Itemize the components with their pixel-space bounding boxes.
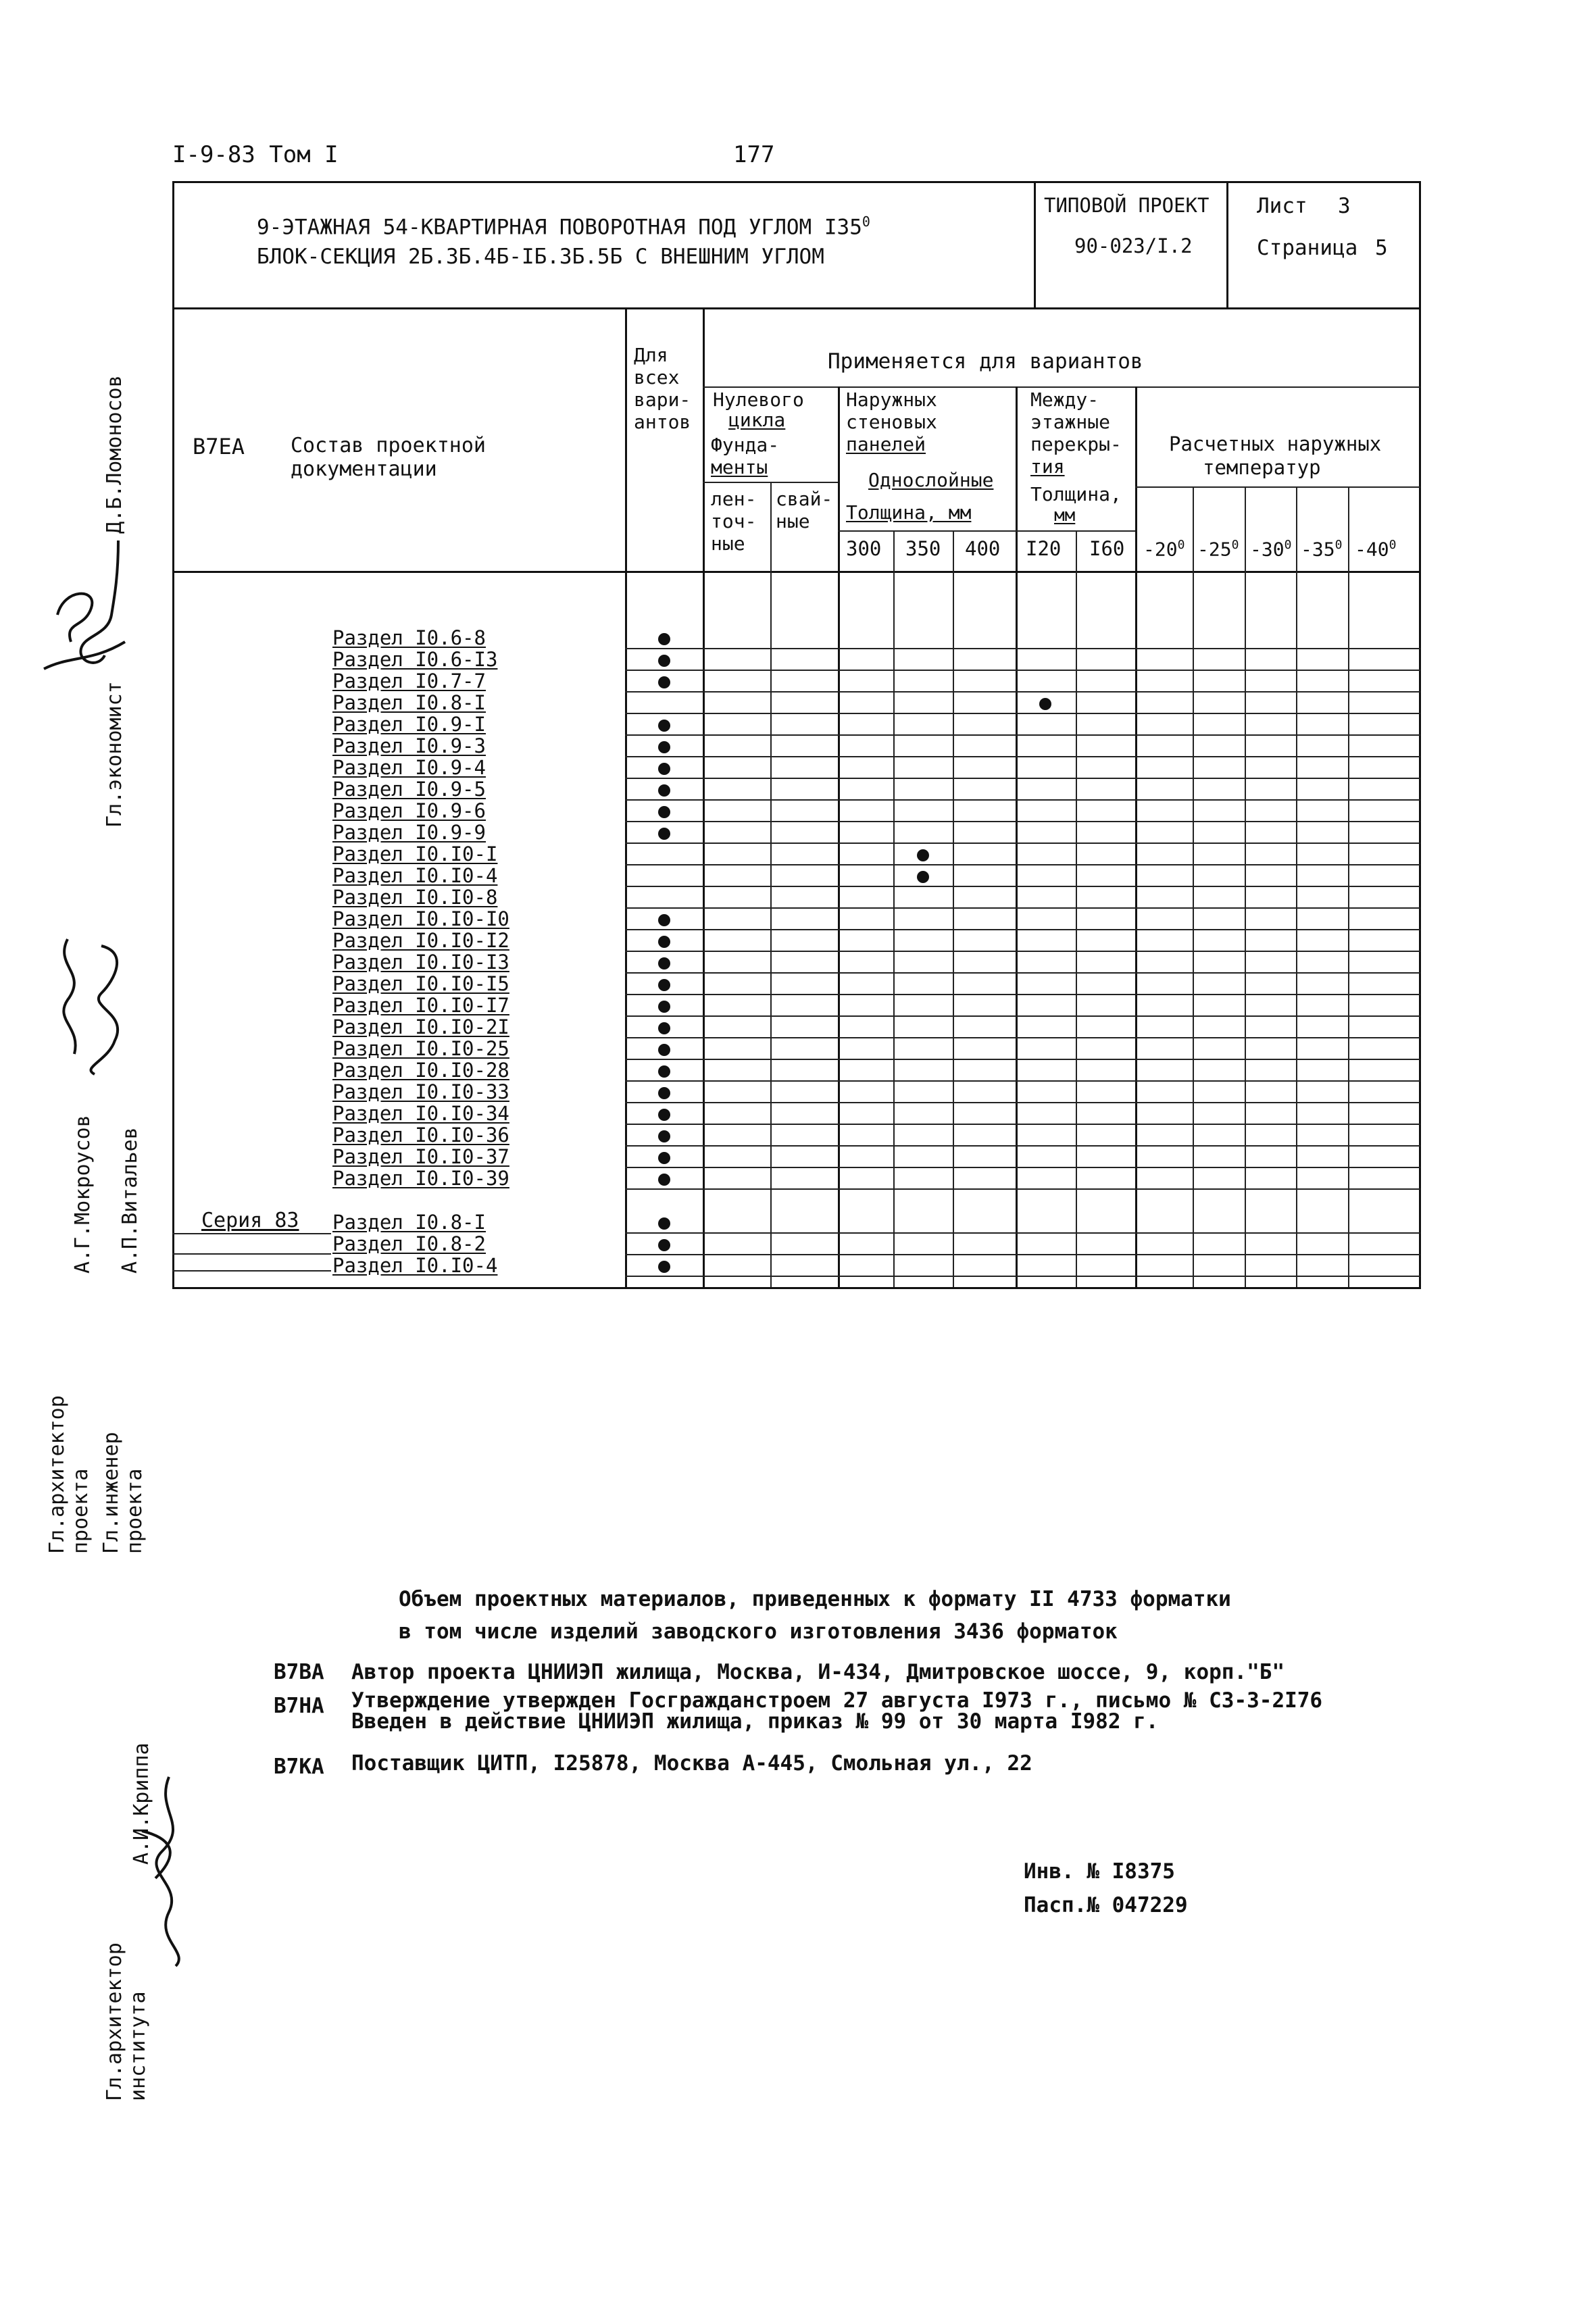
economist-name: Д.Б.Ломоносов (103, 375, 126, 534)
row-divider (625, 756, 1420, 757)
row-divider (625, 842, 1420, 844)
row-divider (625, 1232, 1420, 1234)
sheet-label: Лист (1257, 194, 1307, 218)
temp-40: $-40^0$ (1355, 538, 1397, 561)
strip-1: лен- (711, 488, 757, 510)
doc-title-2: документации (291, 457, 437, 481)
row-label: Раздел I0.8-I (332, 691, 486, 714)
economist-title: Гл.экономист (103, 681, 126, 828)
applicability-dot (917, 849, 929, 861)
page-number: 177 (733, 141, 775, 168)
page-label: Страница (1257, 236, 1358, 260)
signature-kripp (128, 1770, 203, 1973)
t350: 350 (905, 537, 941, 560)
passport-number: Пасп.№ 047229 (1024, 1893, 1188, 1917)
signature-mokrousov (41, 926, 149, 1081)
all-variants-3: вари- (634, 388, 691, 411)
row-divider (625, 821, 1420, 822)
row-divider (625, 799, 1420, 801)
row-label: Раздел I0.I0-25 (332, 1037, 509, 1060)
row-divider (625, 1015, 1420, 1017)
row-label: Раздел I0.I0-37 (332, 1145, 509, 1168)
temp-25: $-25^0$ (1197, 538, 1239, 561)
outer-panels-1: Наружных (846, 388, 937, 411)
applicability-dot (658, 655, 670, 667)
applied-for: Применяется для вариантов (828, 349, 1143, 374)
volume-line-1: Объем проектных материалов, приведенных к формату II 4733 форматки (399, 1587, 1231, 1611)
row-divider (625, 1102, 1420, 1103)
all-variants-4: антов (634, 411, 691, 433)
t120: I20 (1026, 537, 1062, 560)
series-label: Серия 83 (201, 1209, 299, 1232)
applicability-dot (658, 1065, 670, 1078)
applicability-dot (658, 828, 670, 840)
vitaliev: А.П.Витальев (118, 1127, 142, 1274)
b7na-text-1: Утверждение утвержден Госгражданстроем 27 августа I973 г., письмо № СЗ-3-2I76 (351, 1688, 1323, 1713)
t160: I60 (1089, 537, 1125, 560)
applicability-dot (658, 720, 670, 732)
row-divider (625, 972, 1420, 974)
b7na-code: В7НА (274, 1694, 324, 1718)
b7va-code: В7ВА (274, 1660, 324, 1684)
row-label: Раздел I0.6-8 (332, 626, 486, 649)
thickness2-1: Толщина, (1030, 483, 1122, 505)
zero-cycle-1: Нулевого (713, 388, 804, 411)
row-divider (625, 1145, 1420, 1147)
floor-slabs-3: перекры- (1030, 433, 1122, 455)
applicability-dot (658, 1152, 670, 1164)
applicability-dot (658, 676, 670, 688)
row-divider (625, 886, 1420, 887)
row-label: Раздел I0.9-9 (332, 821, 486, 844)
row-label: Раздел I0.8-I (332, 1211, 486, 1234)
zero-cycle-2: цикла (728, 409, 786, 431)
signature-lomonosov (17, 534, 145, 689)
row-label: Раздел I0.I0-I (332, 842, 498, 865)
doc-code: В7ЕА (193, 434, 245, 459)
pile-1: свай- (776, 488, 833, 510)
volume-line-2: в том числе изделий заводского изготовления 3436 форматок (399, 1619, 1118, 1644)
row-divider (625, 734, 1420, 736)
chief-architect-2: проекта (69, 1468, 93, 1554)
row-divider (625, 691, 1420, 693)
row-label: Раздел I0.I0-33 (332, 1080, 509, 1103)
row-label: Раздел I0.I0-4 (332, 864, 498, 887)
applicability-dot (658, 957, 670, 970)
foundations-2: менты (711, 456, 768, 478)
row-label: Раздел I0.I0-4 (332, 1254, 498, 1277)
b7na-text-2: Введен в действие ЦНИИЭП жилища, приказ № 99 от 30 марта I982 г. (351, 1709, 1159, 1734)
row-divider (625, 951, 1420, 952)
row-divider (625, 994, 1420, 995)
row-label: Раздел I0.I0-I5 (332, 972, 509, 995)
design-temps-1: Расчетных наружных (1169, 432, 1382, 455)
t400: 400 (965, 537, 1001, 560)
row-label: Раздел I0.9-6 (332, 799, 486, 822)
applicability-dot (658, 806, 670, 818)
mokrousov: А.Г.Мокроусов (71, 1115, 95, 1274)
b7ka-text: Поставщик ЦИТП, I25878, Москва А-445, Смольная ул., 22 (351, 1751, 1032, 1776)
b7ka-code: В7КА (274, 1755, 324, 1779)
row-label: Раздел I0.I0-I7 (332, 994, 509, 1017)
kripp: А.И.Криппа (130, 1742, 153, 1865)
chief-engineer-2: проекта (123, 1468, 147, 1554)
row-label: Раздел I0.I0-I2 (332, 929, 509, 952)
row-label: Раздел I0.9-5 (332, 778, 486, 801)
applicability-dot (658, 979, 670, 991)
doc-title-1: Состав проектной (291, 434, 486, 457)
title-line-1: 9-ЭТАЖНАЯ 54-КВАРТИРНАЯ ПОВОРОТНАЯ ПОД УГЛОМ $I35^0$ (257, 213, 870, 240)
applicability-dot (658, 1022, 670, 1034)
row-divider (625, 1167, 1420, 1168)
applicability-dot (658, 1239, 670, 1251)
thickness-mm: Толщина, мм (846, 501, 972, 524)
all-variants-1: Для (634, 344, 668, 366)
b7va-text: Автор проекта ЦНИИЭП жилища, Москва, И-434, Дмитровское шоссе, 9, корп."Б" (351, 1660, 1285, 1684)
chief-engineer-1: Гл.инженер (99, 1432, 123, 1554)
all-variants-2: всех (634, 366, 680, 388)
sheet-value: 3 (1338, 194, 1351, 218)
applicability-dot (658, 1261, 670, 1273)
row-label: Раздел I0.I0-I3 (332, 951, 509, 974)
t300: 300 (846, 537, 882, 560)
design-temps-2: температур (1203, 456, 1321, 479)
row-divider (625, 1059, 1420, 1060)
inst-architect-2: института (126, 1991, 150, 2101)
row-divider (625, 1080, 1420, 1082)
floor-slabs-2: этажные (1030, 411, 1111, 433)
row-divider (625, 1276, 1420, 1277)
temp-20: $-20^0$ (1143, 538, 1185, 561)
temp-30: $-30^0$ (1250, 538, 1292, 561)
row-label: Раздел I0.I0-39 (332, 1167, 509, 1190)
inventory-number: Инв. № I8375 (1024, 1859, 1175, 1884)
row-divider (625, 1124, 1420, 1125)
title-line-2: БЛОК-СЕКЦИЯ 2Б.3Б.4Б-IБ.3Б.5Б С ВНЕШНИМ УГЛОМ (257, 245, 824, 269)
row-label: Раздел I0.9-4 (332, 756, 486, 779)
strip-2: точ- (711, 510, 757, 532)
row-label: Раздел I0.I0-2I (332, 1015, 509, 1038)
row-label: Раздел I0.I0-8 (332, 886, 498, 909)
applicability-dot (658, 633, 670, 645)
chief-architect-1: Гл.архитектор (45, 1395, 69, 1554)
temp-35: $-35^0$ (1301, 538, 1343, 561)
row-label: Раздел I0.9-3 (332, 734, 486, 757)
row-divider (625, 713, 1420, 714)
row-label: Раздел I0.I0-28 (332, 1059, 509, 1082)
foundations-1: Фунда- (711, 434, 780, 456)
row-divider (625, 1254, 1420, 1255)
row-divider (625, 1188, 1420, 1190)
applicability-dot (658, 763, 670, 775)
row-divider (625, 778, 1420, 779)
applicability-dot (917, 871, 929, 883)
row-label: Раздел I0.9-I (332, 713, 486, 736)
project-number: 90-023/I.2 (1074, 234, 1193, 257)
row-divider (625, 1037, 1420, 1038)
floor-slabs-4: тия (1030, 455, 1065, 478)
pile-2: ные (776, 510, 810, 532)
strip-3: ные (711, 532, 745, 555)
applicability-dot (658, 1044, 670, 1056)
row-divider (625, 864, 1420, 865)
row-divider (625, 907, 1420, 909)
applicability-dot (658, 1001, 670, 1013)
applicability-dot (1039, 698, 1051, 710)
row-label: Раздел I0.I0-34 (332, 1102, 509, 1125)
applicability-dot (658, 1109, 670, 1121)
outer-panels-3: панелей (846, 433, 926, 455)
row-label: Раздел I0.I0-I0 (332, 907, 509, 930)
applicability-dot (658, 914, 670, 926)
row-divider (625, 929, 1420, 930)
applicability-dot (658, 741, 670, 753)
project-label: ТИПОВОЙ ПРОЕКТ (1044, 194, 1210, 217)
thickness2-2: мм (1054, 505, 1076, 526)
applicability-dot (658, 1130, 670, 1142)
single-layer: Однослойные (868, 469, 994, 491)
floor-slabs-1: Между- (1030, 388, 1099, 411)
row-label: Раздел I0.I0-36 (332, 1124, 509, 1147)
applicability-dot (658, 1087, 670, 1099)
row-divider (625, 648, 1420, 649)
applicability-dot (658, 936, 670, 948)
row-label: Раздел I0.8-2 (332, 1232, 486, 1255)
applicability-dot (658, 784, 670, 797)
row-label: Раздел I0.7-7 (332, 670, 486, 693)
applicability-dot (658, 1217, 670, 1230)
row-label: Раздел I0.6-I3 (332, 648, 498, 671)
page-value: 5 (1375, 236, 1388, 260)
applicability-dot (658, 1174, 670, 1186)
inst-architect-1: Гл.архитектор (103, 1942, 126, 2101)
outer-panels-2: стеновых (846, 411, 937, 433)
row-divider (625, 670, 1420, 671)
document-code: I-9-83 Том I (172, 141, 339, 168)
